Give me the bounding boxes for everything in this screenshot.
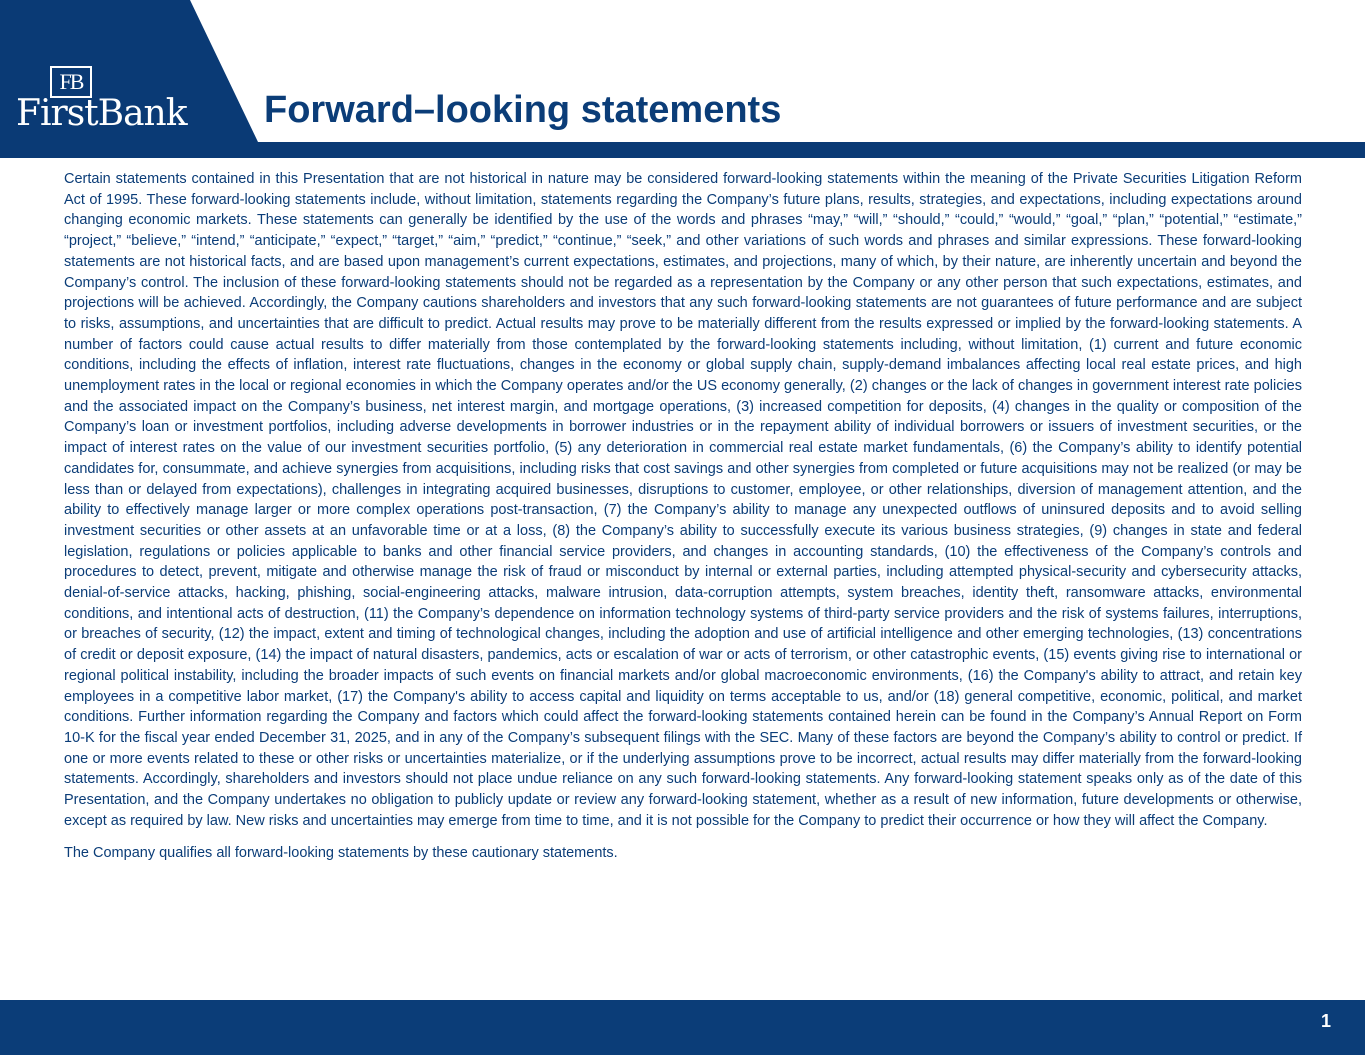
logo-mark: FB <box>50 66 92 98</box>
logo-wordmark: FirstBank <box>16 93 187 134</box>
page-number: 1 <box>1320 1011 1331 1031</box>
header <box>0 0 1365 158</box>
firstbank-logo <box>0 0 230 158</box>
footer-bar <box>0 1000 1365 1055</box>
page-title: Forward–looking statements <box>264 89 782 131</box>
disclaimer-content <box>64 169 1302 863</box>
closing-statement: The Company qualifies all forward-looking statements by these cautionary statements. <box>64 844 618 861</box>
disclaimer-paragraph: Certain statements contained in this Presentation that are not historical in nature may be considered forward-looking statements within the meaning of the Private Securities Litigation Reform Act of 1995. These forward-looking statements include, without limitation, statements regarding the Company’s future plans, results, strategies, and expectations, including expectations around changing economic markets. These statements can generally be identified by the use of the words and phrases “may,” “will,” “should,” “could,” “would,” “goal,” “plan,” “potential,” “estimate,” “project,” “believe,” “intend,” “anticipate,” “expect,” “target,” “aim,” “predict,” “continue,” “seek,” and other variations of such words and phrases and similar expressions. These forward-looking statements are not historical facts, and are based upon management’s current expectations, estimates, and projections, many of which, by their nature, are inherently uncertain and beyond the Company’s control. The inclusion of these forward-looking statements should not be regarded as a representation by the Company or any other person that such expectations, estimates, and projections will be achieved. Accordingly, the Company cautions shareholders and investors that any such forward-looking statements are not guarantees of future performance and are subject to risks, assumptions, and uncertainties that are difficult to predict. Actual results may prove to be materially different from the results expressed or implied by the forward-looking statements. A number of factors could cause actual results to differ materially from those contemplated by the forward-looking statements including, without limitation, (1) current and future economic conditions, including the effects of inflation, interest rate fluctuations, changes in the economy or global supply chain, supply-demand imbalances affecting local real estate prices, and high unemployment rates in the local or regional economies in which the Company operates and/or the US economy generally, (2) changes or the lack of changes in government interest rate policies and the associated impact on the Company’s business, net interest margin, and mortgage operations, (3) increased competition for deposits, (4) changes in the quality or composition of the Company’s loan or investment portfolios, including adverse developments in borrower industries or in the repayment ability of individual borrowers or issuers of investment securities, or the impact of interest rates on the value of our investment securities portfolio, (5) any deterioration in commercial real estate market fundamentals, (6) the Company’s ability to identify potential candidates for, consummate, and achieve synergies from acquisitions, including risks that cost savings and other synergies from completed or future acquisitions may not be realized (or may be less than or delayed from expectations), challenges in integrating acquired businesses, disruptions to customer, employee, or other relationships, diversion of management attention, and the ability to effectively manage larger or more complex operations post-transaction, (7) the Company’s ability to manage any unexpected outflows of uninsured deposits and to avoid selling investment securities or other assets at an unfavorable time or at a loss, (8) the Company’s ability to successfully execute its various business strategies, (9) changes in state and federal legislation, regulations or policies applicable to banks and other financial service providers, and changes in accounting standards, (10) the effectiveness of the Company’s controls and procedures to detect, prevent, mitigate and otherwise manage the risk of fraud or misconduct by internal or external parties, including attempted physical-security and cybersecurity attacks, denial-of-service attacks, hacking, phishing, social-engineering attacks, malware intrusion, data-corruption attempts, system breaches, identity theft, ransomware attacks, environmental conditions, and intentional acts of destruction, (11) the Company’s dependence on information technology systems of third-party service providers and the risk of systems failures, interruptions, or breaches of security, (12) the impact, extent and timing of technological changes, including the adoption and use of artificial intelligence and other emerging technologies, (13) concentrations of credit or deposit exposure, (14) the impact of natural disasters, pandemics, acts or escalation of war or acts of terrorism, or other catastrophic events, (15) events giving rise to international or regional political instability, including the broader impacts of such events on financial markets and/or global macroeconomic environments, (16) the Company's ability to attract, and retain key employees in a competitive labor market, (17) the Company's ability to access capital and liquidity on terms acceptable to us, and/or (18) general competitive, economic, political, and market conditions. Further information regarding the Company and factors which could affect the forward-looking statements contained herein can be found in the Company’s Annual Report on Form 10-K for the fiscal year ended December 31, 2025, and in any of the Company’s subsequent filings with the SEC. Many of these factors are beyond the Company’s ability to control or predict. If one or more events related to these or other risks or uncertainties materialize, or if the underlying assumptions prove to be incorrect, actual results may differ materially from the forward-looking statements. Accordingly, shareholders and investors should not place undue reliance on any such forward-looking statements. Any forward-looking statement speaks only as of the date of this Presentation, and the Company undertakes no obligation to publicly update or review any forward-looking statement, whether as a result of new information, future developments or otherwise, except as required by law. New risks and uncertainties may emerge from time to time, and it is not possible for the Company to predict their occurrence or how they will affect the Company. <box>64 171 1302 829</box>
